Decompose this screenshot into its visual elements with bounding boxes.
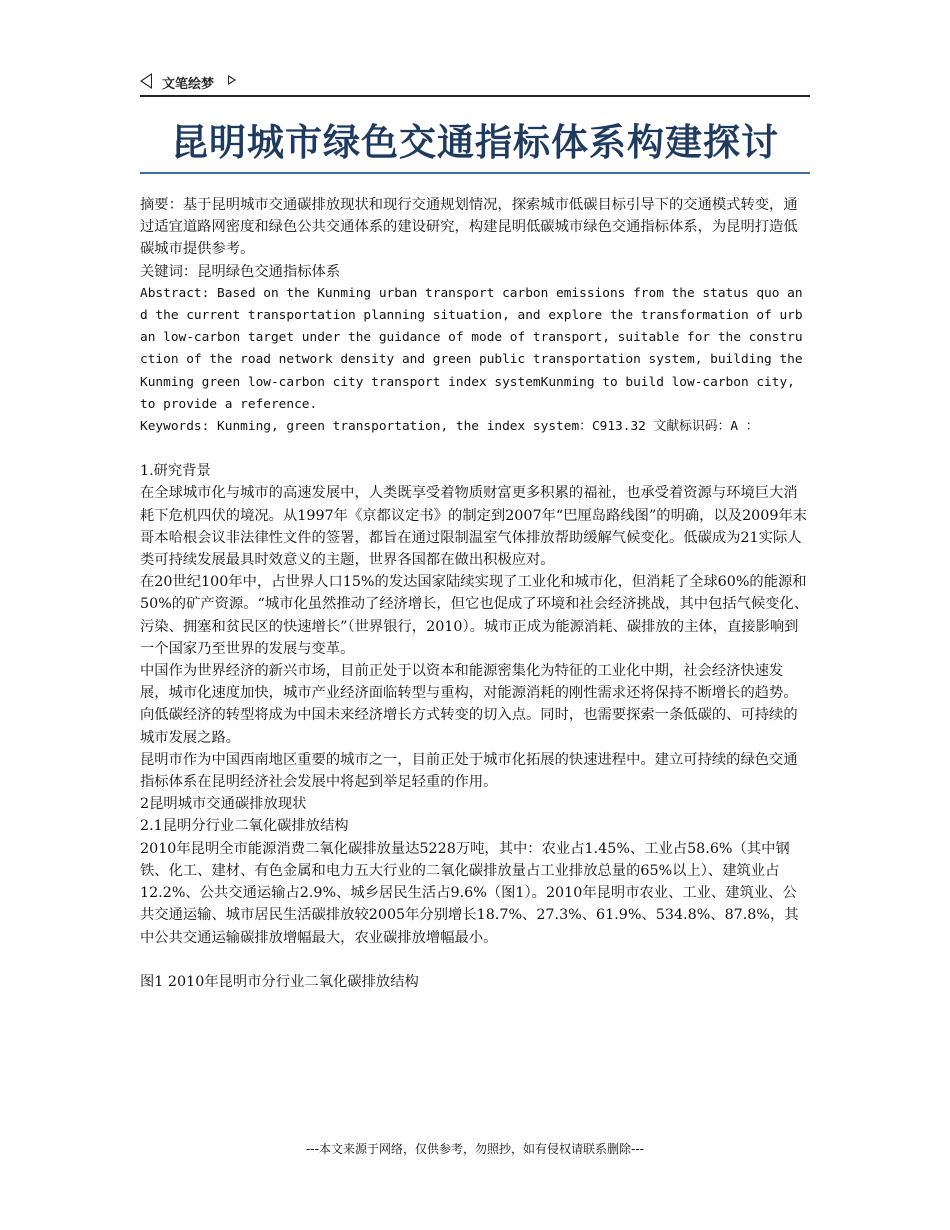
paragraph: 2010年昆明全市能源消费二氧化碳排放量达5228万吨，其中：农业占1.45%、工业占58.6%（其中钢铁、化工、建材、有色金属和电力五大行业的二氧化碳排放量占工业排放总量的65%以上）、建筑业占12.2%、公共交通运输占2.9%、城乡居民生活占9.6%（图1）。2010年昆明市农业、工业、建筑业、公共交通运输、城市居民生活碳排放较2005年分别增长18.7%、27.3%、61.9%、534.8%、87.8%，其中公共交通运输碳排放增幅最大，农业碳排放增幅最小。 bbox=[140, 840, 799, 946]
section-heading-2: 2昆明城市交通碳排放现状 bbox=[140, 796, 307, 813]
triangle-left-outline-icon bbox=[140, 73, 152, 89]
article-body bbox=[140, 194, 810, 993]
brand-label: 文笔绘梦 bbox=[162, 77, 215, 92]
subsection-heading-2-1: 2.1昆明分行业二氧化碳排放结构 bbox=[140, 818, 349, 835]
keywords-cn: 关键词：昆明绿色交通指标体系 bbox=[140, 263, 341, 280]
triangle-right-outline-icon bbox=[228, 75, 236, 85]
figure-caption: 图1 2010年昆明市分行业二氧化碳排放结构 bbox=[140, 973, 419, 990]
section-heading-1: 1.研究背景 bbox=[140, 463, 211, 480]
abstract-cn: 摘要：基于昆明城市交通碳排放现状和现行交通规划情况，探索城市低碳目标引导下的交通模式转变，通过适宜道路网密度和绿色公共交通体系的建设研究，构建昆明低碳城市绿色交通指标体系，为昆明打造低碳城市提供参考。 bbox=[140, 197, 798, 258]
paragraph: 中国作为世界经济的新兴市场，目前正处于以资本和能源密集化为特征的工业化中期，社会经济快速发展，城市化速度加快，城市产业经济面临转型与重构，对能源消耗的刚性需求还将保持不断增长的趋势。向低碳经济的转型将成为中国未来经济增长方式转变的切入点。同时，也需要探索一条低碳的、可持续的城市发展之路。 bbox=[140, 663, 798, 746]
header bbox=[140, 72, 810, 94]
page-title: 昆明城市绿色交通指标体系构建探讨 bbox=[171, 121, 779, 164]
title-divider bbox=[140, 172, 810, 174]
footer-disclaimer: ---本文来源于网络，仅供参考，勿照抄，如有侵权请联系删除--- bbox=[306, 1142, 644, 1156]
spacer bbox=[140, 949, 810, 971]
paragraph: 昆明市作为中国西南地区重要的城市之一，目前正处于城市化拓展的快速进程中。建立可持续的绿色交通指标体系在昆明经济社会发展中将起到举足轻重的作用。 bbox=[140, 751, 798, 791]
paragraph: 在全球城市化与城市的高速发展中，人类既享受着物质财富更多积累的福祉，也承受着资源与环境巨大消耗下危机四伏的境况。从1997年《京都议定书》的制定到2007年“巴厘岛路线图”的明确，以及2009年末哥本哈根会议非法律性文件的签署，都旨在通过限制温室气体排放帮助缓解气候变化。低碳成为21实际人类可持续发展最具时效意义的主题，世界各国都在做出积极应对。 bbox=[140, 485, 808, 569]
header-divider bbox=[140, 95, 810, 97]
paragraph: 在20世纪100年中，占世界人口15%的发达国家陆续实现了工业化和城市化，但消耗了全球60%的能源和50%的矿产资源。“城市化虽然推动了经济增长，但它也促成了环境和社会经济挑战，其中包括气候变化、污染、拥塞和贫民区的快速增长”（世界银行，2010）。城市正成为能源消耗、碳排放的主体，直接影响到一个国家乃至世界的发展与变革。 bbox=[140, 574, 809, 657]
keywords-en: Keywords: Kunming, green transportation, the index system：C913.32 文献标识码：A ： bbox=[140, 419, 759, 435]
spacer bbox=[140, 438, 810, 460]
abstract-en: Abstract: Based on the Kunming urban transport carbon emissions from the status quo and the current transportation planning situation, and explore the transformation of urban low-carbon target under the guidance of mode of transport, suitable for the construction of the road network density and green public transportation system, building the Kunming green low-carbon city transport index systemKunming to build low-carbon city, to provide a reference. bbox=[140, 285, 803, 412]
